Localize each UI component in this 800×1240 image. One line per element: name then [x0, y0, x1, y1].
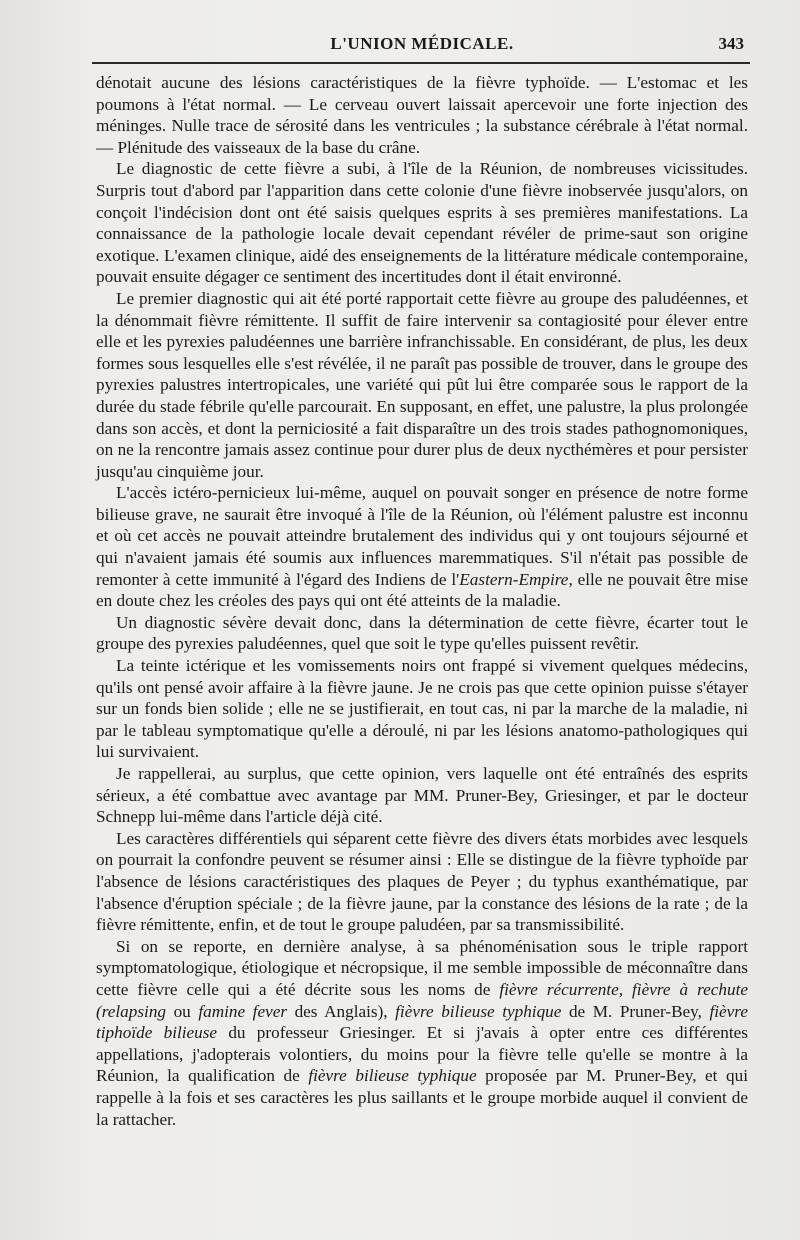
paragraph-conclusion: Si on se reporte, en dernière analyse, à sa phénoménisation sous le triple rapport symptomatologique, étiologique et nécropsique, il me semble impossible de méconnaître dans cette fièvre celle qui a été décrite sous les noms de fièvre récurrente, fièvre à rechute (relapsing ou famine fever des Anglais), fièvre bilieuse typhique de M. Pruner-Bey, fièvre tiphoïde bilieuse du professeur Griesinger. Et si j'avais à opter entre ces différentes appellations, j'adopterais volontiers, du moins pour la fièvre telle qu'elle se montre à la Réunion, la qualification de fièvre bilieuse typhique proposée par M. Pruner-Bey, et qui rappelle à la fois et ses caractères les plus saillants et le groupe morbide auquel il convient de la rattacher.	[96, 936, 748, 1129]
running-title: L'UNION MÉDICALE.	[330, 34, 514, 53]
article-body	[96, 72, 748, 1130]
paragraph-severe-diagnosis: Un diagnostic sévère devait donc, dans la détermination de cette fièvre, écarter tout le groupe des pyrexies paludéennes, quel que soit le type qu'elles puissent revêtir.	[96, 612, 748, 654]
header-rule	[92, 62, 750, 64]
paragraph-opinion-contested: Je rappellerai, au surplus, que cette opinion, vers laquelle ont été entraînés des esprits sérieux, a été combattue avec avantage par MM. Pruner-Bey, Griesinger, et par le docteur Schnepp lui-même dans l'article déjà cité.	[96, 764, 748, 827]
paragraph-yellow-fever: La teinte ictérique et les vomissements noirs ont frappé si vivement quelques médecins, qu'ils ont pensé avoir affaire à la fièvre jaune. Je ne crois pas que cette opinion puisse s'étayer sur un fonds bien solide ; elle ne se justifierait, en tout cas, ni par la marche de la maladie, ni par le tableau symptomatique qu'elle a déroulé, ni par les lésions anatomo-pathologiques qui lui survivaient.	[96, 656, 748, 762]
page-number: 343	[718, 34, 744, 53]
paragraph-continued: dénotait aucune des lésions caractéristiques de la fièvre typhoïde. — L'estomac et les poumons à l'état normal. — Le cerveau ouvert laissait apercevoir une forte injection des méninges. Nulle trace de sérosité dans les ventricules ; la substance cérébrale à l'état normal. — Plénitude des vaisseaux de la base du crâne.	[96, 73, 748, 157]
paragraph-icteric-access: L'accès ictéro-pernicieux lui-même, auquel on pouvait songer en présence de notre forme bilieuse grave, ne saurait être invoqué à l'île de la Réunion, où l'élément palustre est inconnu et où cet accès ne pouvait atteindre brutalement des individus qui y ont toujours séjourné et qui n'avaient jamais été soumis aux influences maremmatiques. S'il n'était pas possible de remonter à cette immunité à l'égard des Indiens de l'Eastern-Empire, elle ne pouvait être mise en doute chez les créoles des pays qui ont été atteints de la maladie.	[96, 483, 748, 611]
paragraph-diagnostic-history: Le diagnostic de cette fièvre a subi, à l'île de la Réunion, de nombreuses vicissitudes. Surpris tout d'abord par l'apparition dans cette colonie d'une fièvre inobservée jusqu'alors, on conçoit l'indécision dont ont été saisis quelques esprits à ses premières manifestations. La connaissance de la pathologie locale devait cependant révéler de prime-saut son origine exotique. L'examen clinique, aidé des enseignements de la littérature médicale contemporaine, pouvait ensuite dégager ce sentiment des incertitudes dont il était environné.	[96, 159, 748, 287]
page-header	[96, 32, 748, 56]
paragraph-first-diagnosis: Le premier diagnostic qui ait été porté rapportait cette fièvre au groupe des paludéennes, et la dénommait fièvre rémittente. Il suffit de faire intervenir sa contagiosité pour élever entre elle et les pyrexies paludéennes une barrière infranchissable. En considérant, de plus, les deux formes sous lesquelles elle s'est révélée, il ne paraît pas possible de trouver, dans le groupe des pyrexies palustres intertropicales, une variété qui pût lui être comparée sous le rapport de la durée du stade fébrile qu'elle parcourait. En supposant, en effet, une palustre, la plus prolongée dans son accès, et dont la perniciosité a fait disparaître un des trois stades pathognomoniques, on ne la rencontre jamais assez continue pour durer plus de deux nycthémères et pour persister jusqu'au cinquième jour.	[96, 288, 748, 481]
paragraph-differential: Les caractères différentiels qui séparent cette fièvre des divers états morbides avec lesquels on pourrait la confondre peuvent se résumer ainsi : Elle se distingue de la fièvre typhoïde par l'absence de lésions caractéristiques des plaques de Peyer ; du typhus exanthématique, par l'absence d'éruption spéciale ; de la fièvre jaune, par la constance des lésions de la rate ; de la fièvre rémittente, enfin, et de tout le groupe paludéen, par sa transmissibilité.	[96, 828, 748, 935]
